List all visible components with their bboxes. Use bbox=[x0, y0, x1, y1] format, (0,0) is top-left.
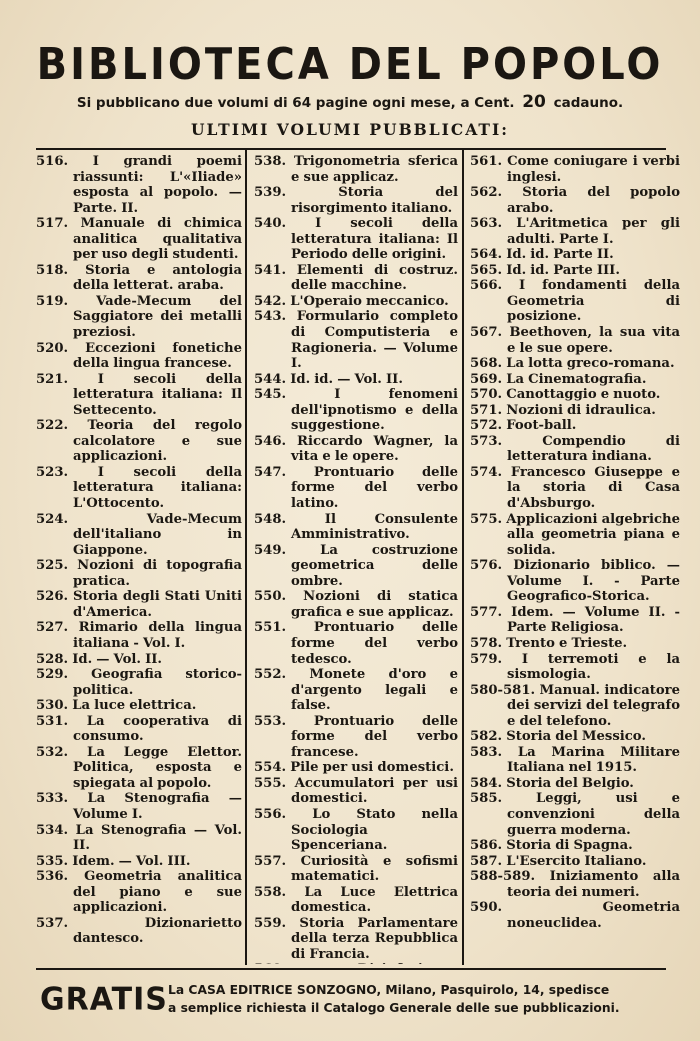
volume-entry: 542. L'Operaio meccanico. bbox=[254, 293, 449, 309]
gratis-label: GRATIS bbox=[40, 981, 168, 1018]
footer-line-1: La CASA EDITRICE SONZOGNO, Milano, Pasquirolo, 14, spedisce bbox=[168, 983, 610, 997]
volume-entry: 548. Il Consulente Amministrativo. bbox=[254, 511, 458, 543]
volume-entry: 541. Elementi di costruz. delle macchine. bbox=[254, 262, 458, 294]
subtitle-text: Si pubblicano due volumi di 64 pagine ogni mese, a Cent. bbox=[76, 95, 515, 111]
volume-entry: 516. I grandi poemi riassunti: L'«Iliade» esposta al popolo. — Parte. II. bbox=[36, 154, 242, 216]
volume-entry: 583. La Marina Militare Italiana nel 1915. bbox=[470, 744, 680, 776]
volume-entry: 525. Nozioni di topografia pratica. bbox=[36, 558, 242, 589]
volume-entry: 530. La luce elettrica. bbox=[36, 698, 197, 714]
price: 20 bbox=[522, 92, 546, 112]
volume-entry: 569. La Cinematografia. bbox=[470, 371, 647, 387]
volume-entry: 533. La Stenografia — Volume I. bbox=[36, 791, 242, 822]
volume-entry: 522. Teoria del regolo calcolatore e sue applicazioni. bbox=[36, 418, 242, 465]
volume-entry: 574. Francesco Giuseppe e la storia di Casa d'Absburgo. bbox=[470, 464, 680, 512]
volume-entry: 526. Storia degli Stati Uniti d'America. bbox=[36, 589, 242, 620]
volume-entry: 523. I secoli della letteratura italiana: L'Ottocento. bbox=[36, 464, 242, 512]
volume-entry: 517. Manuale di chimica analitica qualitativa per uso degli studenti. bbox=[36, 216, 242, 263]
volume-entry: 556. Lo Stato nella Sociologia Spenceriana. bbox=[254, 806, 458, 854]
volume-entry: 558. La Luce Elettrica domestica. bbox=[254, 884, 458, 916]
volume-entry: 539. Storia del risorgimento italiano. bbox=[254, 185, 458, 216]
volume-entry: 557. Curiosità e sofismi matematici. bbox=[254, 853, 458, 885]
volume-entry: 534. La Stenografia — Vol. II. bbox=[36, 822, 242, 854]
volume-entry: 564. Id. id. Parte II. bbox=[470, 247, 614, 263]
volume-entry: 566. I fondamenti della Geometria di posizione. bbox=[470, 278, 680, 325]
volume-entry: 546. Riccardo Wagner, la vita e le opere. bbox=[254, 433, 458, 465]
volume-entry: 555. Accumulatori per usi domestici. bbox=[254, 775, 458, 807]
volume-entry: 544. Id. id. — Vol. II. bbox=[254, 371, 403, 387]
volume-entry: 543. Formulario completo di Computisteria e Ragioneria. — Volume I. bbox=[254, 309, 458, 372]
volume-entry: 586. Storia di Spagna. bbox=[470, 838, 633, 854]
volume-entry: 571. Nozioni di idraulica. bbox=[470, 402, 656, 418]
volume-entry: 554. Pile per usi domestici. bbox=[254, 760, 454, 776]
volume-entry: 582. Storia del Messico. bbox=[470, 729, 646, 745]
column-divider bbox=[462, 150, 464, 965]
subtitle-suffix: cadauno. bbox=[553, 95, 624, 111]
volume-entry: 565. Id. id. Parte III. bbox=[470, 262, 620, 278]
bottom-rule bbox=[36, 968, 666, 970]
volume-entry: 519. Vade-Mecum del Saggiatore dei metalli preziosi. bbox=[36, 293, 242, 341]
footer-line-2: a semplice richiesta il Catalogo Generale delle sue pubblicazioni. bbox=[168, 1001, 620, 1015]
volume-entry: 527. Rimario della lingua italiana - Vol. I. bbox=[36, 620, 242, 651]
volume-entry: 573. Compendio di letteratura indiana. bbox=[470, 433, 680, 465]
volume-entry: 572. Foot-ball. bbox=[470, 418, 577, 434]
volume-entry: 570. Canottaggio e nuoto. bbox=[470, 387, 661, 403]
subtitle bbox=[0, 92, 700, 112]
volume-entry: 579. I terremoti e la sismologia. bbox=[470, 651, 680, 683]
volume-entry: 552. Monete d'oro e d'argento legali e false. bbox=[254, 667, 458, 714]
volume-entry: 575. Applicazioni algebriche alla geometria piana e solida. bbox=[470, 511, 680, 558]
volume-entry: 588-589. Iniziamento alla teoria dei numeri. bbox=[470, 869, 680, 900]
volume-entry: 585. Leggi, usi e convenzioni della guerra moderna. bbox=[470, 791, 680, 838]
volume-column-3 bbox=[470, 154, 680, 964]
volume-column-2 bbox=[254, 154, 458, 964]
volume-entry: 578. Trento e Trieste. bbox=[470, 635, 628, 651]
volume-entry: 520. Eccezioni fonetiche della lingua francese. bbox=[36, 340, 242, 372]
page-title: BIBLIOTECA DEL POPOLO bbox=[36, 40, 664, 90]
volume-entry: 537. Dizionarietto dantesco. bbox=[36, 915, 242, 947]
volume-entry: 559. Storia Parlamentare della terza Repubblica di Francia. bbox=[254, 915, 458, 962]
volume-entry: 577. Idem. — Volume II. - Parte Religiosa. bbox=[470, 604, 680, 636]
column-divider bbox=[245, 150, 247, 965]
volume-entry: 553. Prontuario delle forme del verbo francese. bbox=[254, 713, 458, 760]
volume-entry: 545. I fenomeni dell'ipnotismo e della suggestione. bbox=[254, 387, 458, 434]
volume-entry: 524. Vade-Mecum dell'italiano in Giappone. bbox=[36, 511, 242, 558]
top-rule bbox=[36, 148, 666, 150]
volume-entry: 551. Prontuario delle forme del verbo tedesco. bbox=[254, 620, 458, 667]
volume-entry: 567. Beethoven, la sua vita e le sue opere. bbox=[470, 325, 680, 356]
volume-entry: 584. Storia del Belgio. bbox=[470, 775, 634, 791]
volume-entry: 540. I secoli della letteratura italiana: Il Periodo delle origini. bbox=[254, 216, 458, 263]
volume-entry: 528. Id. — Vol. II. bbox=[36, 651, 162, 667]
volume-entry: 590. Geometria noneuclidea. bbox=[470, 900, 680, 931]
footer bbox=[40, 982, 680, 1022]
volume-entry: 535. Idem. — Vol. III. bbox=[36, 853, 191, 869]
volume-entry: 563. L'Aritmetica per gli adulti. Parte I. bbox=[470, 216, 680, 247]
volume-entry: 518. Storia e antologia della letterat. araba. bbox=[36, 262, 242, 294]
section-heading: ULTIMI VOLUMI PUBBLICATI: bbox=[191, 120, 509, 139]
volume-entry: 549. La costruzione geometrica delle ombre. bbox=[254, 542, 458, 589]
volume-entry: 532. La Legge Elettor. Politica, esposta e spiegata al popolo. bbox=[36, 744, 242, 791]
volume-entry bbox=[254, 962, 458, 964]
volume-entry: 562. Storia del popolo arabo. bbox=[470, 185, 680, 216]
volume-entry: 587. L'Esercito Italiano. bbox=[470, 853, 647, 869]
volume-entry: 536. Geometria analitica del piano e sue applicazioni. bbox=[36, 869, 242, 916]
volume-entry: 531. La cooperativa di consumo. bbox=[36, 713, 242, 745]
volume-entry: 550. Nozioni di statica grafica e sue applicaz. bbox=[254, 589, 458, 620]
volume-entry: 561. Come coniugare i verbi inglesi. bbox=[470, 154, 680, 185]
volume-entry: 580-581. Manual. indicatore dei servizi del telegrafo e del telefono. bbox=[470, 682, 680, 729]
volume-entry: 576. Dizionario biblico. — Volume I. - Parte Geografico-Storica. bbox=[470, 558, 680, 605]
volume-entry: 538. Trigonometria sferica e sue applicaz. bbox=[254, 154, 458, 185]
volume-entry: 521. I secoli della letteratura italiana: Il Settecento. bbox=[36, 371, 242, 418]
volume-column-1 bbox=[36, 154, 242, 964]
volume-entry: 547. Prontuario delle forme del verbo latino. bbox=[254, 464, 458, 512]
volume-entry: 568. La lotta greco-romana. bbox=[470, 356, 675, 372]
volume-entry: 529. Geografia storico-politica. bbox=[36, 667, 242, 698]
